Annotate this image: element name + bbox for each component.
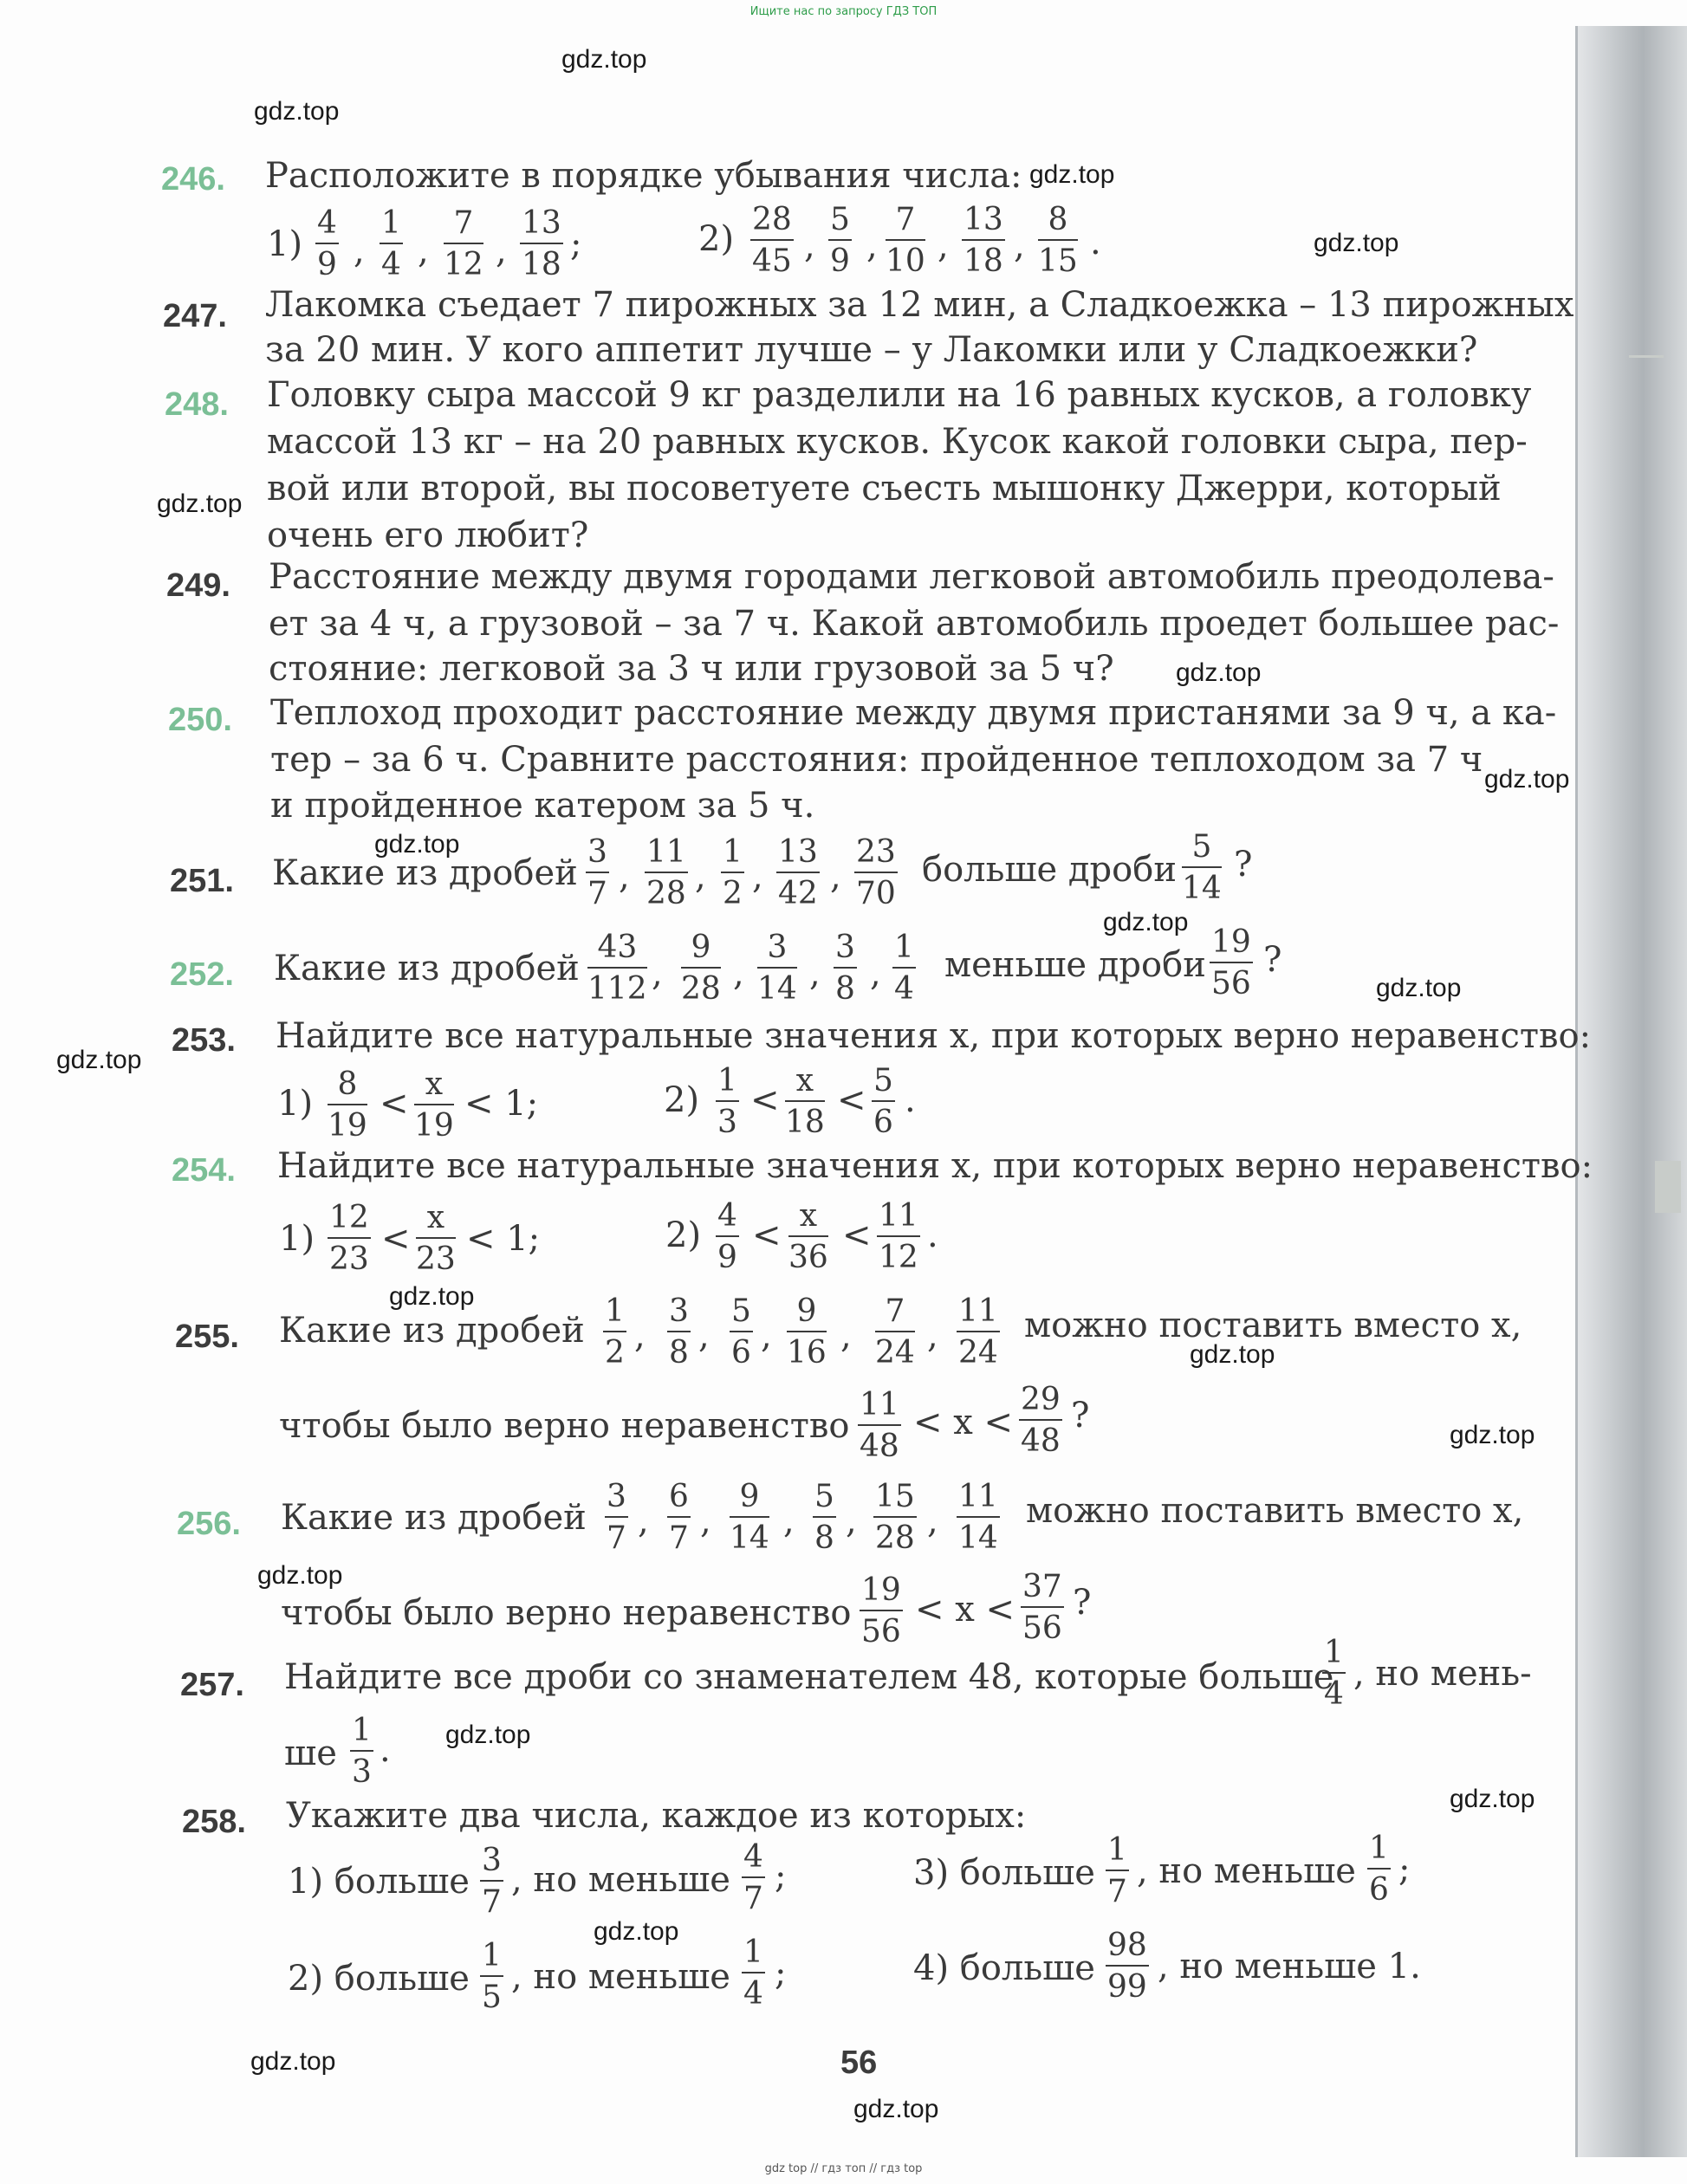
comma: , xyxy=(698,1316,710,1356)
fraction: 7 12 xyxy=(444,205,483,282)
answer-item-text: 1) больше xyxy=(288,1862,470,1902)
problem-text: за 20 мин. У кого аппетит лучше – у Лакомки или у Сладкоежки? xyxy=(265,330,1478,370)
watermark: gdz.top xyxy=(1450,1421,1535,1449)
problem-number: 256. xyxy=(177,1506,241,1542)
fraction: 1 2 xyxy=(723,834,743,911)
problem-text: Найдите все натуральные значения x, при которых верно неравенство: xyxy=(276,1016,1592,1056)
fraction: 7 24 xyxy=(875,1293,915,1371)
fraction: 9 16 xyxy=(787,1293,827,1371)
problem-text: тер – за 6 ч. Сравните расстояния: пройденное теплоходом за 7 ч xyxy=(270,740,1483,780)
comma: , xyxy=(809,954,821,994)
problem-text: чтобы было верно неравенство xyxy=(279,1406,850,1446)
fraction: 4 9 xyxy=(717,1198,737,1275)
question-mark: ? xyxy=(1071,1396,1090,1435)
fraction: x 18 xyxy=(785,1063,825,1140)
less-than: < xyxy=(381,1219,411,1259)
fraction: 43 112 xyxy=(587,930,647,1007)
answer-item-text: 3) больше xyxy=(913,1853,1095,1893)
fraction: 11 48 xyxy=(860,1387,899,1464)
fraction: 15 28 xyxy=(875,1479,915,1556)
semicolon: ; xyxy=(775,1954,787,1993)
fraction: 1 5 xyxy=(482,1938,502,2015)
watermark: gdz.top xyxy=(1190,1340,1275,1369)
period: . xyxy=(1090,223,1101,262)
scan-speck xyxy=(1629,355,1664,358)
fraction: x 19 xyxy=(414,1066,454,1144)
problem-number: 249. xyxy=(166,567,230,604)
problem-number: 251. xyxy=(170,863,234,899)
fraction: 5 8 xyxy=(814,1479,834,1556)
watermark: gdz.top xyxy=(1176,658,1262,687)
problem-text: больше дроби xyxy=(922,850,1177,890)
problem-text: Укажите два числа, каждое из которых: xyxy=(286,1796,1027,1836)
problem-number: 258. xyxy=(182,1804,246,1840)
fraction: 3 7 xyxy=(587,834,607,911)
semicolon: ; xyxy=(775,1857,787,1896)
problem-text: Найдите все натуральные значения x, при которых верно неравенство: xyxy=(277,1146,1593,1186)
watermark: gdz.top xyxy=(254,97,340,126)
fraction: 3 14 xyxy=(757,930,797,1007)
item-marker: 1) xyxy=(277,1084,314,1124)
fraction: 6 7 xyxy=(669,1479,689,1556)
problem-text: чтобы было верно неравенство xyxy=(281,1593,852,1633)
problem-text: Найдите все дроби со знаменателем 48, которые больше xyxy=(284,1657,1334,1697)
answer-item-text: 4) больше xyxy=(913,1948,1095,1988)
comma: , xyxy=(804,226,815,266)
problem-text: стояние: легковой за 3 ч или грузовой за 5 ч? xyxy=(269,649,1114,689)
fraction: 1 4 xyxy=(743,1934,763,2012)
fraction: 11 24 xyxy=(958,1293,998,1371)
fraction: 13 18 xyxy=(522,205,561,282)
problem-text: вой или второй, вы посоветуете съесть мышонку Джерри, который xyxy=(267,469,1502,509)
fraction: 4 7 xyxy=(743,1839,763,1916)
comma: , xyxy=(652,954,663,994)
less-than: < xyxy=(842,1215,872,1255)
fraction: 98 99 xyxy=(1107,1928,1147,2005)
problem-text: , но мень- xyxy=(1353,1654,1532,1694)
fraction: 13 42 xyxy=(778,834,818,911)
comma: , xyxy=(927,1316,938,1356)
problem-number: 255. xyxy=(175,1319,239,1355)
problem-number: 254. xyxy=(172,1152,236,1189)
semicolon: ; xyxy=(1398,1850,1411,1889)
period: . xyxy=(380,1730,391,1770)
problem-text: Какие из дробей xyxy=(272,853,578,893)
problem-text: Теплоход проходит расстояние между двумя пристанями за 9 ч, а ка- xyxy=(270,693,1557,733)
watermark: gdz.top xyxy=(157,489,243,518)
answer-item-text: , но меньше xyxy=(1137,1851,1356,1891)
watermark: gdz.top xyxy=(853,2095,939,2123)
item-marker: 2) xyxy=(665,1215,702,1255)
comma: , xyxy=(700,1501,711,1541)
less-than: < xyxy=(750,1080,780,1120)
fraction: 3 7 xyxy=(607,1479,626,1556)
period: . xyxy=(927,1215,938,1255)
period: . xyxy=(905,1080,916,1120)
fraction: 9 14 xyxy=(730,1479,769,1556)
comma: , xyxy=(927,1501,938,1541)
header-note: Ищите нас по запросу ГДЗ ТОП xyxy=(749,5,938,18)
problem-number: 252. xyxy=(170,956,234,993)
problem-text: Головку сыра массой 9 кг разделили на 16 равных кусков, а головку xyxy=(267,375,1532,415)
watermark: gdz.top xyxy=(374,830,460,859)
answer-item-text: , но меньше 1. xyxy=(1158,1947,1421,1986)
page-binding-shadow xyxy=(1577,26,1687,2157)
watermark: gdz.top xyxy=(1484,765,1570,794)
problem-text: можно поставить вместо x, xyxy=(1024,1306,1522,1345)
problem-number: 246. xyxy=(161,161,225,198)
fraction: 1 4 xyxy=(381,205,401,282)
fraction: 3 8 xyxy=(835,930,855,1007)
fraction: 11 28 xyxy=(646,834,686,911)
watermark: gdz.top xyxy=(1029,160,1115,189)
fraction: 3 8 xyxy=(669,1293,689,1371)
comma: , xyxy=(733,954,744,994)
fraction: 1 2 xyxy=(605,1293,625,1371)
problem-text: Расстояние между двумя городами легковой автомобиль преодолева- xyxy=(269,557,1554,597)
watermark: gdz.top xyxy=(1103,908,1189,936)
scan-speck xyxy=(1655,1161,1681,1213)
comma: , xyxy=(938,226,949,266)
page-number: 56 xyxy=(840,2045,878,2081)
answer-item-text: , но меньше xyxy=(511,1860,730,1900)
problem-text: Какие из дробей xyxy=(281,1498,587,1538)
problem-text: Какие из дробей xyxy=(279,1311,585,1351)
watermark: gdz.top xyxy=(389,1282,475,1311)
footer-note: gdz top // гдз топ // гдз top xyxy=(764,2162,923,2175)
fraction: 37 56 xyxy=(1022,1569,1062,1646)
comma: , xyxy=(354,231,365,271)
fraction: 11 12 xyxy=(879,1198,918,1275)
question-mark: ? xyxy=(1234,845,1253,885)
inequality-middle: < x < xyxy=(913,1403,1014,1442)
fraction: 28 45 xyxy=(752,202,792,279)
semicolon: ; xyxy=(570,224,582,264)
question-mark: ? xyxy=(1073,1583,1092,1623)
fraction: 9 28 xyxy=(681,930,721,1007)
fraction: 4 9 xyxy=(317,205,337,282)
fraction: 5 9 xyxy=(830,202,850,279)
page-binding-edge xyxy=(1575,26,1578,2157)
fraction: 11 14 xyxy=(958,1479,998,1556)
fraction: 23 70 xyxy=(856,834,896,911)
problem-text: очень его любит? xyxy=(267,515,589,555)
watermark: gdz.top xyxy=(56,1046,142,1074)
problem-text: массой 13 кг – на 20 равных кусков. Кусок какой головки сыра, пер- xyxy=(267,422,1528,462)
comma: , xyxy=(496,231,507,271)
comma: , xyxy=(840,1316,852,1356)
comma: , xyxy=(1014,226,1025,266)
fraction: 8 15 xyxy=(1038,202,1078,279)
watermark: gdz.top xyxy=(1314,229,1399,257)
fraction: 3 7 xyxy=(482,1843,502,1920)
watermark: gdz.top xyxy=(1450,1785,1535,1813)
fraction: 1 3 xyxy=(352,1713,372,1790)
fraction: 1 6 xyxy=(1369,1831,1389,1908)
fraction: 5 14 xyxy=(1182,829,1222,906)
item-marker: 2) xyxy=(698,219,735,259)
watermark: gdz.top xyxy=(445,1721,531,1749)
problem-number: 250. xyxy=(168,702,232,738)
comma: , xyxy=(830,857,841,897)
fraction: 13 18 xyxy=(964,202,1003,279)
problem-number: 247. xyxy=(163,298,227,334)
fraction: 8 19 xyxy=(328,1066,367,1144)
problem-text: Какие из дробей xyxy=(274,949,580,988)
comma: , xyxy=(783,1501,795,1541)
fraction: 1 3 xyxy=(717,1063,737,1140)
comma: , xyxy=(619,857,630,897)
comma: , xyxy=(695,857,706,897)
problem-text: можно поставить вместо x, xyxy=(1026,1491,1524,1531)
comma: , xyxy=(870,954,881,994)
watermark: gdz.top xyxy=(250,2047,336,2076)
answer-item-text: , но меньше xyxy=(511,1957,730,1997)
fraction: 19 56 xyxy=(1211,924,1251,1001)
fraction: 19 56 xyxy=(861,1572,901,1649)
comma: , xyxy=(846,1501,857,1541)
inequality-middle: < x < xyxy=(915,1590,1015,1630)
question-mark: ? xyxy=(1263,940,1282,980)
comma: , xyxy=(418,231,429,271)
fraction: 1 4 xyxy=(1324,1635,1344,1712)
problem-number: 253. xyxy=(172,1022,236,1059)
problem-number: 248. xyxy=(165,386,229,423)
comma: , xyxy=(638,1501,649,1541)
comma: , xyxy=(866,226,878,266)
fraction: 12 23 xyxy=(329,1200,369,1277)
fraction: 5 6 xyxy=(731,1293,751,1371)
less-than: < xyxy=(380,1084,409,1124)
problem-number: 257. xyxy=(180,1667,244,1703)
fraction: 5 6 xyxy=(873,1063,893,1140)
problem-text: ет за 4 ч, а грузовой – за 7 ч. Какой автомобиль проедет большее рас- xyxy=(269,604,1560,644)
fraction: x 23 xyxy=(416,1200,456,1277)
fraction: x 36 xyxy=(788,1198,828,1275)
less-than: < xyxy=(837,1080,866,1120)
comma: , xyxy=(752,857,763,897)
fraction: 7 10 xyxy=(886,202,925,279)
problem-text: Лакомка съедает 7 пирожных за 12 мин, а Сладкоежка – 13 пирожных xyxy=(265,285,1574,325)
watermark: gdz.top xyxy=(561,45,647,74)
comma: , xyxy=(761,1316,772,1356)
watermark: gdz.top xyxy=(1376,974,1462,1002)
item-marker: 2) xyxy=(664,1080,700,1120)
problem-text: Расположите в порядке убывания числа: xyxy=(265,156,1022,196)
inequality-tail: < 1; xyxy=(464,1084,539,1124)
watermark: gdz.top xyxy=(257,1561,343,1590)
fraction: 1 7 xyxy=(1107,1832,1127,1909)
problem-text: и пройденное катером за 5 ч. xyxy=(270,786,815,826)
answer-item-text: 2) больше xyxy=(288,1959,470,1999)
inequality-tail: < 1; xyxy=(466,1219,541,1259)
problem-text: ше xyxy=(284,1734,337,1773)
problem-text: меньше дроби xyxy=(944,945,1206,985)
item-marker: 1) xyxy=(279,1219,315,1259)
less-than: < xyxy=(752,1215,782,1255)
item-marker: 1) xyxy=(267,224,303,264)
fraction: 29 48 xyxy=(1021,1382,1061,1459)
fraction: 1 4 xyxy=(894,930,914,1007)
comma: , xyxy=(634,1316,646,1356)
watermark: gdz.top xyxy=(594,1917,679,1946)
